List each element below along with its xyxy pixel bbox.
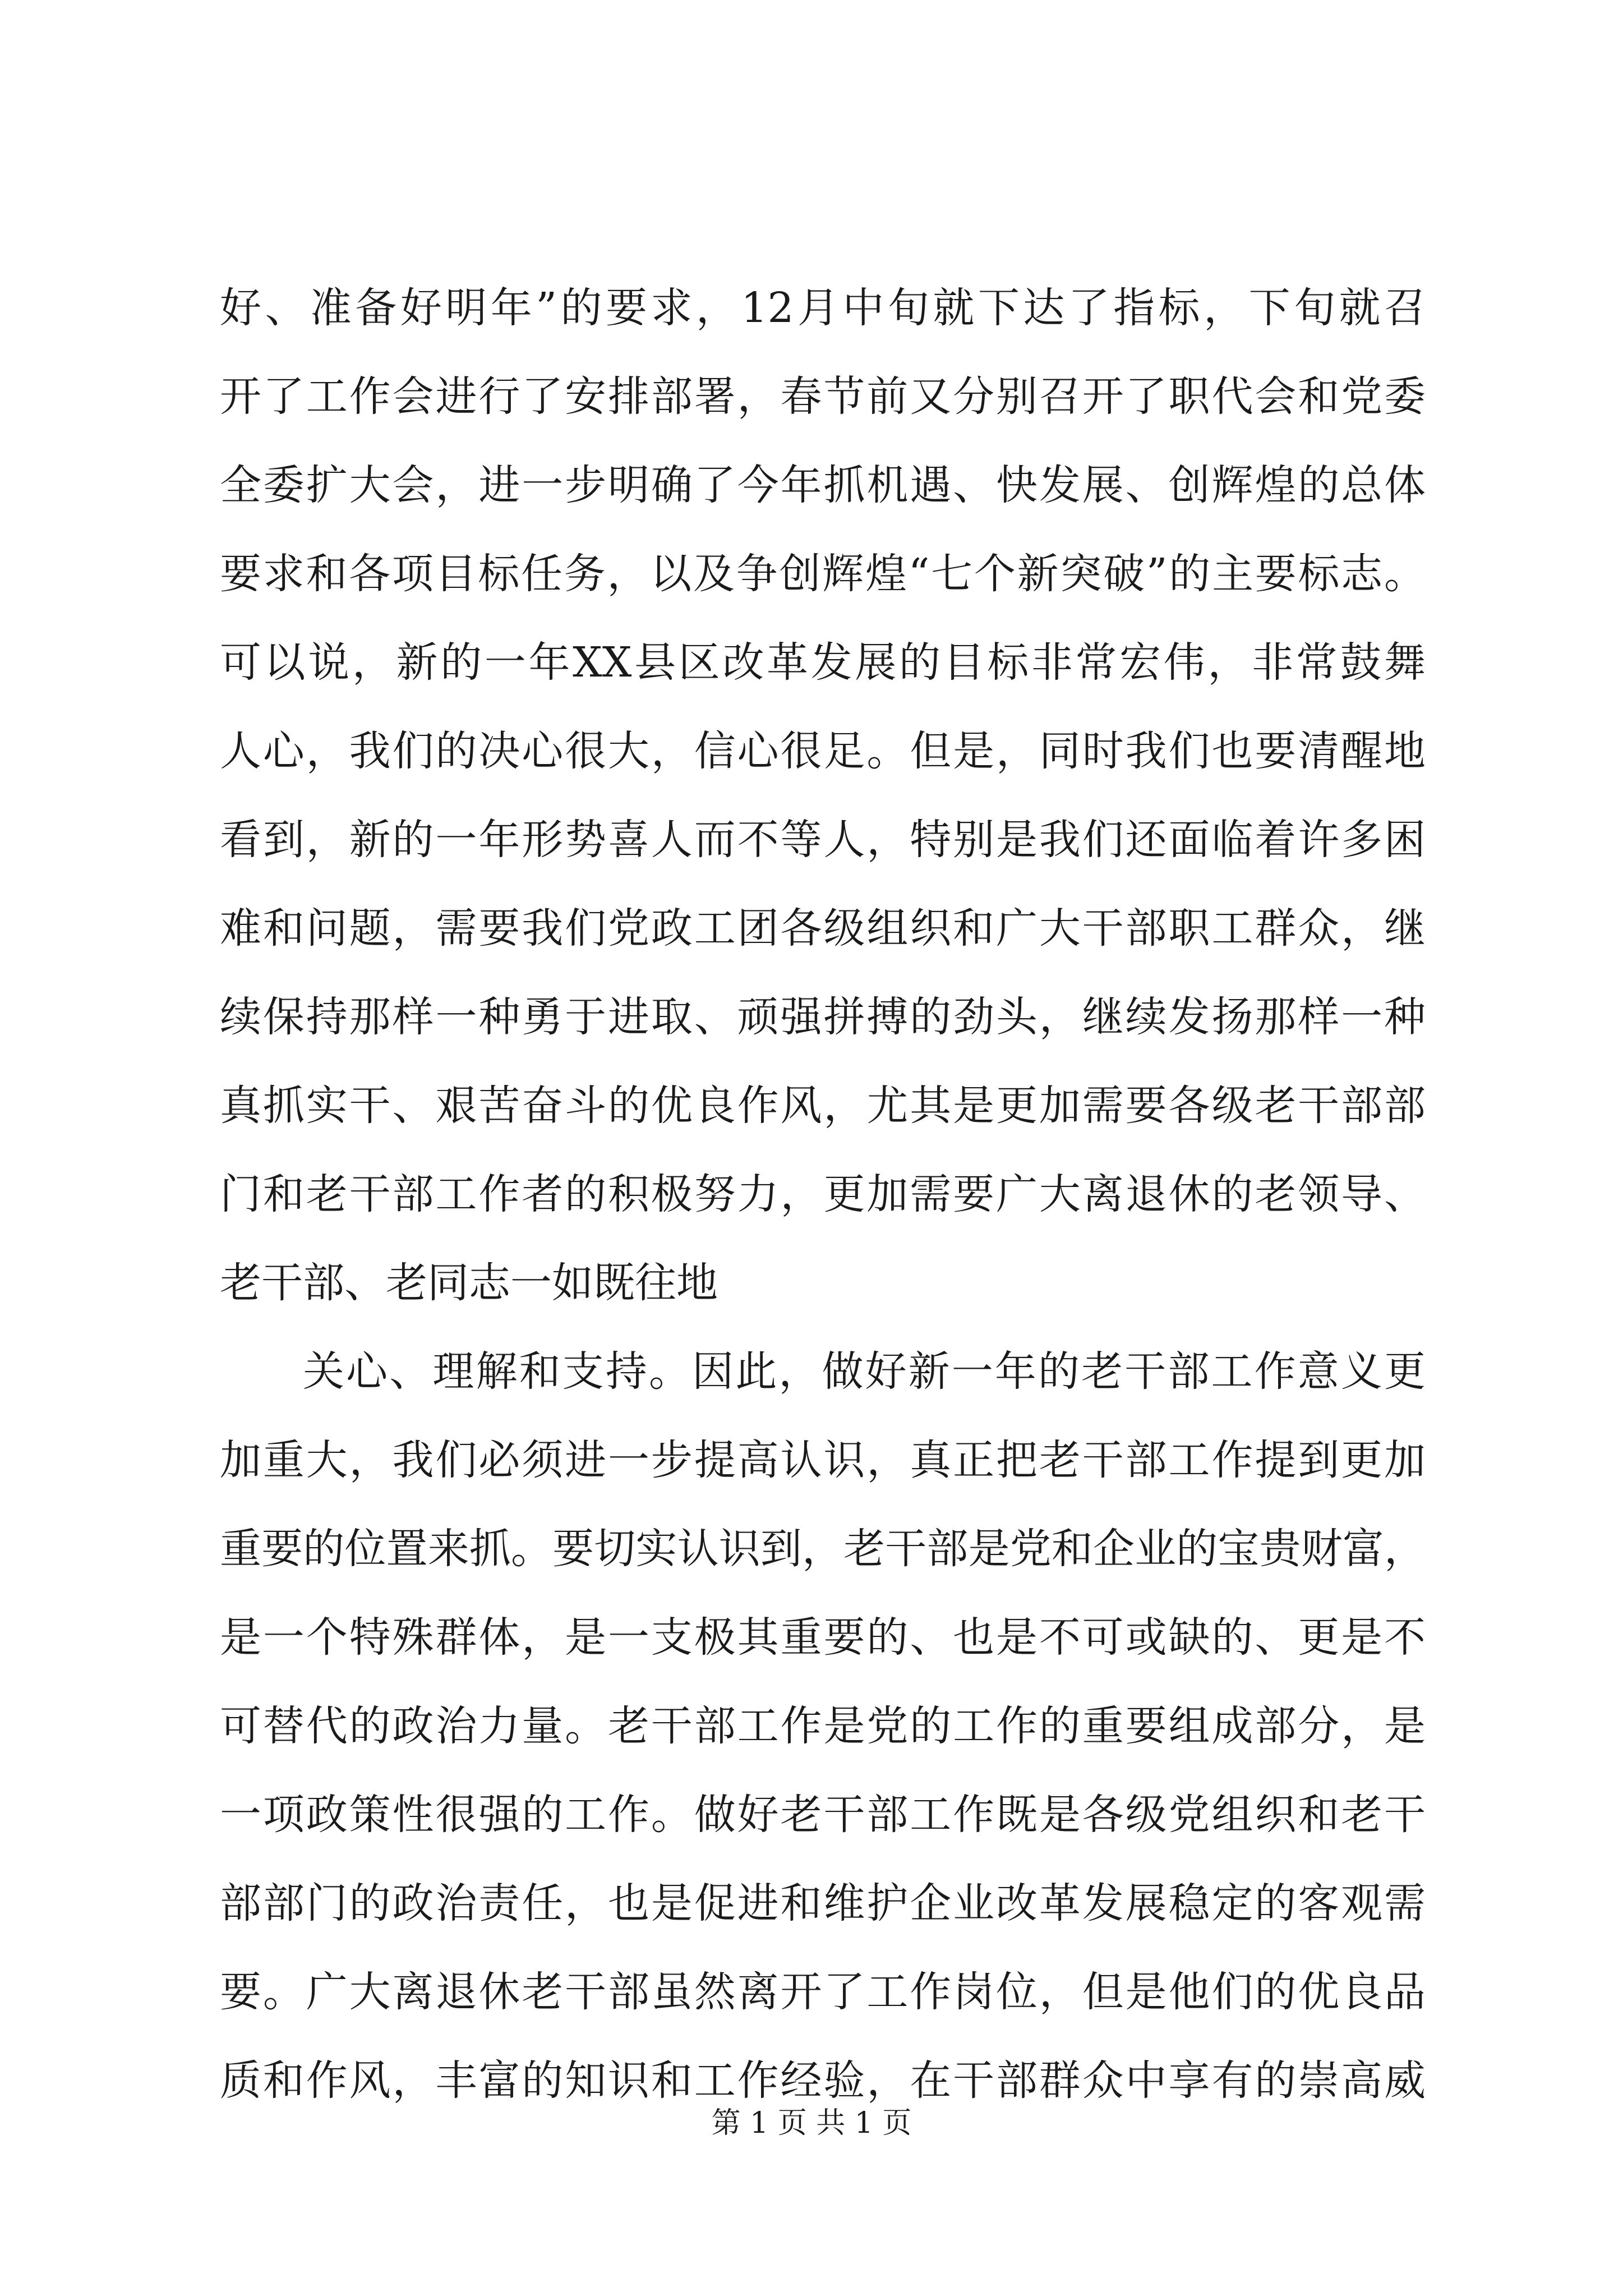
text-line: 加重大，我们必须进一步提高认识，真正把老干部工作提到更加 (220, 1436, 1426, 1484)
text-line: 一项政策性很强的工作。做好老干部工作既是各级党组织和老干 (220, 1791, 1426, 1839)
text-line: 续保持那样一种勇于进取、顽强拼搏的劲头，继续发扬那样一种 (220, 993, 1426, 1041)
text-line: 难和问题，需要我们党政工团各级组织和广大干部职工群众，继 (220, 904, 1426, 953)
text-line: 部部门的政治责任，也是促进和维护企业改革发展稳定的客观需 (220, 1879, 1426, 1927)
text-line: 质和作风，丰富的知识和工作经验，在干部群众中享有的崇高威 (220, 2056, 1426, 2105)
text-line: 看到，新的一年形势喜人而不等人，特别是我们还面临着许多困 (220, 816, 1426, 864)
text-line: 可以说，新的一年XX县区改革发展的目标非常宏伟，非常鼓舞 (220, 638, 1426, 687)
text-line: 要求和各项目标任务，以及争创辉煌“七个新突破”的主要标志。 (220, 550, 1426, 598)
text-line: 老干部、老同志一如既往地 (220, 1259, 718, 1307)
text-line: 开了工作会进行了安排部署，春节前又分别召开了职代会和党委 (220, 372, 1426, 421)
text-line: 重要的位置来抓。要切实认识到，老干部是党和企业的宝贵财富， (220, 1525, 1426, 1573)
text-line: 人心，我们的决心很大，信心很足。但是，同时我们也要清醒地 (220, 727, 1426, 775)
text-line: 是一个特殊群体，是一支极其重要的、也是不可或缺的、更是不 (220, 1613, 1426, 1662)
page-number-footer: 第 1 页 共 1 页 (711, 2106, 912, 2140)
text-line: 门和老干部工作者的积极努力，更加需要广大离退休的老领导、 (220, 1170, 1426, 1218)
text-line: 可替代的政治力量。老干部工作是党的工作的重要组成部分，是 (220, 1702, 1426, 1750)
text-line: 要。广大离退休老干部虽然离开了工作岗位，但是他们的优良品 (220, 1968, 1426, 2016)
text-line: 好、准备好明年”的要求，12月中旬就下达了指标，下旬就召 (220, 284, 1426, 332)
text-line: 真抓实干、艰苦奋斗的优良作风，尤其是更加需要各级老干部部 (220, 1082, 1426, 1130)
text-line: 全委扩大会，进一步明确了今年抓机遇、快发展、创辉煌的总体 (220, 461, 1426, 509)
document-body (220, 264, 1426, 2125)
text-line: 关心、理解和支持。因此，做好新一年的老干部工作意义更 (303, 1347, 1426, 1396)
